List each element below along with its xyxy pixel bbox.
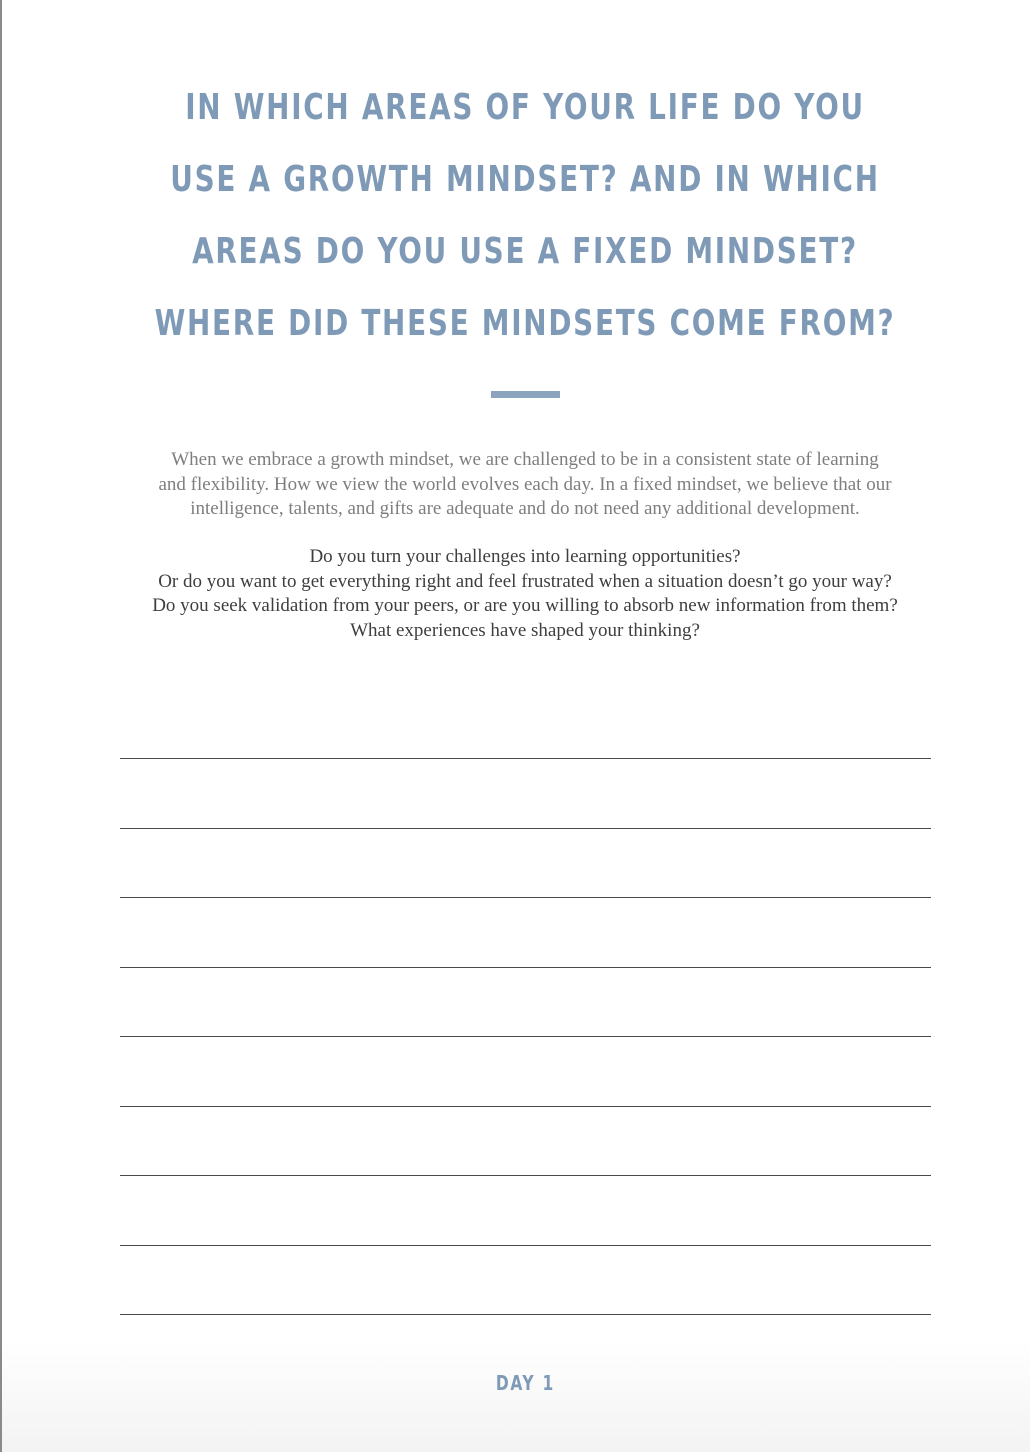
writing-line [120,1036,931,1037]
writing-line [120,758,931,759]
question-line: Do you turn your challenges into learning opportunities? [309,546,741,567]
writing-area[interactable] [120,0,931,1452]
page-footer [2,1371,1030,1395]
writing-line [120,828,931,829]
title-line: IN WHICH AREAS OF YOUR LIFE DO YOU [185,87,865,128]
question-line: Do you seek validation from your peers, or are you willing to absorb new information from them? [152,595,898,616]
writing-line [120,897,931,898]
writing-line [120,1106,931,1107]
title-line: AREAS DO YOU USE A FIXED MINDSET? [192,231,858,272]
question-line: Or do you want to get everything right and feel frustrated when a situation doesn’t go your way? [158,570,892,592]
intro-line: intelligence, talents, and gifts are adequate and do not need any additional development. [190,498,860,519]
writing-line [120,967,931,968]
day-label: DAY 1 [495,1371,555,1395]
writing-line [120,1314,931,1315]
question-line: What experiences have shaped your thinking? [350,619,700,641]
title-line: USE A GROWTH MINDSET? AND IN WHICH [170,159,880,200]
writing-line [120,1245,931,1246]
title-line: WHERE DID THESE MINDSETS COME FROM? [154,303,896,344]
intro-line: When we embrace a growth mindset, we are challenged to be in a consistent state of learning [171,449,879,470]
writing-line [120,1175,931,1176]
intro-line: and flexibility. How we view the world evolves each day. In a fixed mindset, we believe that our [158,473,892,495]
